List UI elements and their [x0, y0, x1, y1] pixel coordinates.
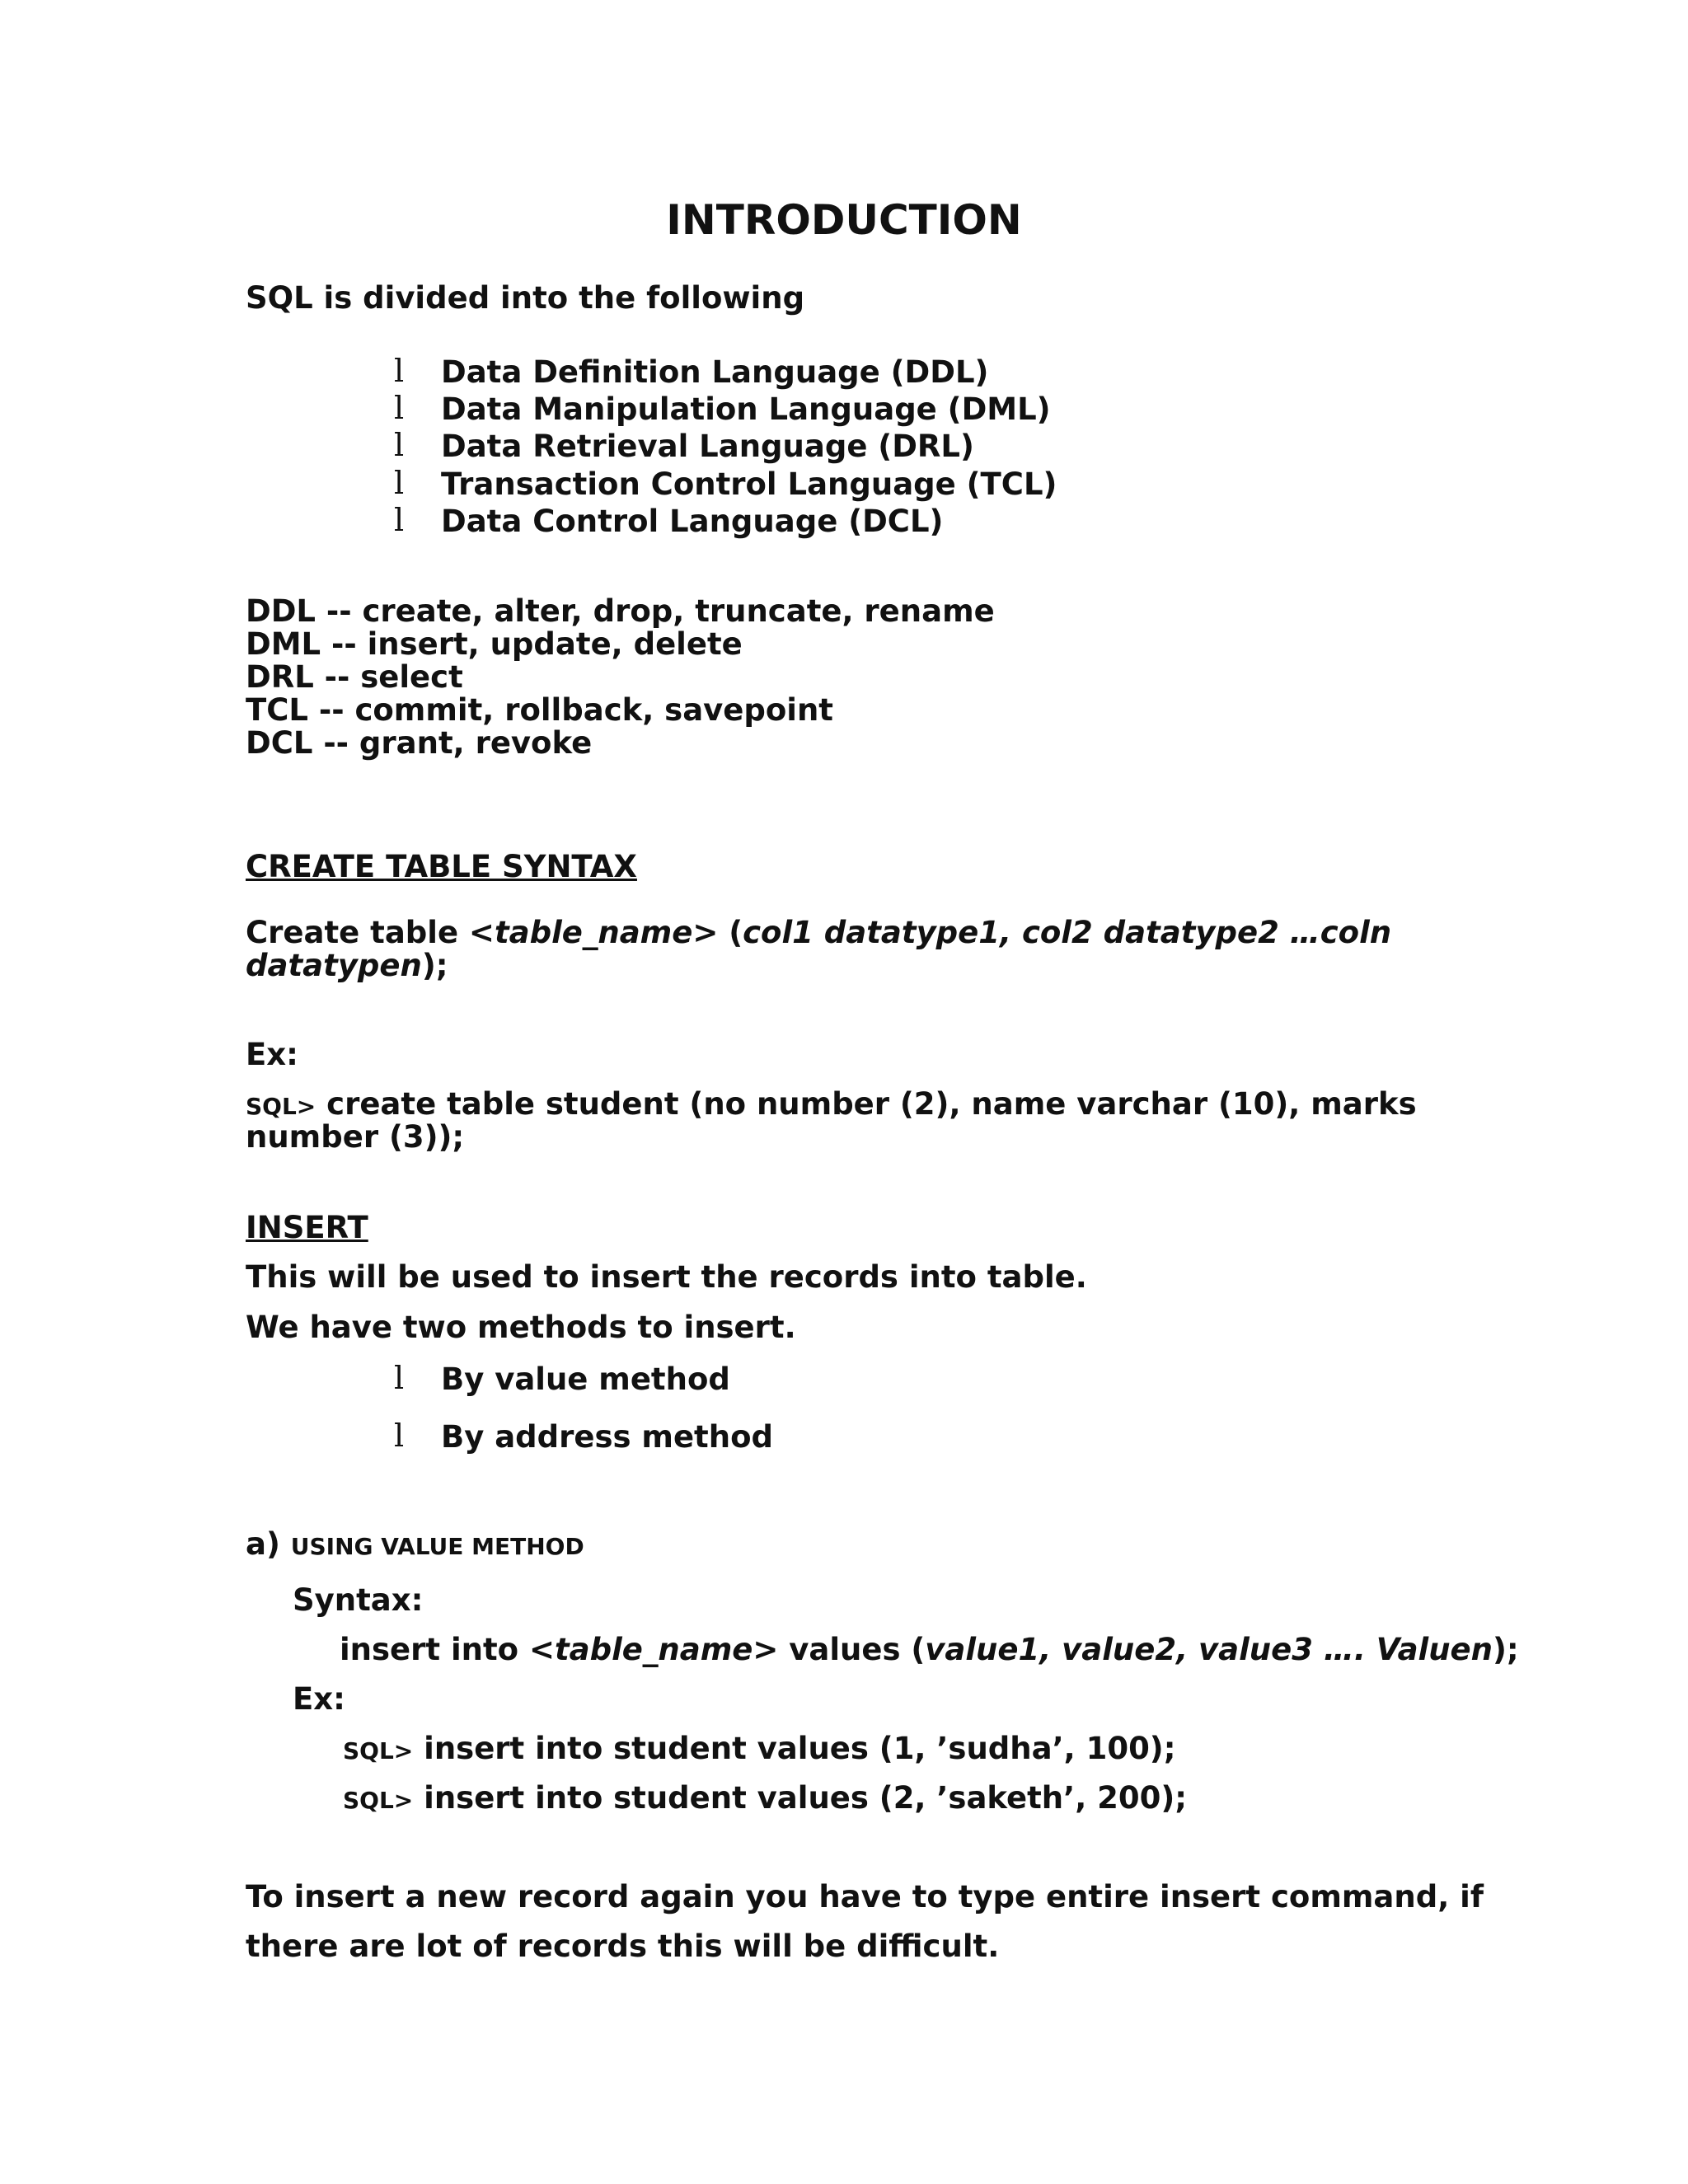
- example-code: insert into student values (1, ’sudha’, 100);: [413, 1731, 1176, 1766]
- bullet-icon: l: [394, 427, 405, 463]
- sql-prompt: SQL>: [246, 1093, 316, 1120]
- syntax-placeholder: col1 datatype1, col2 datatype2 …coln: [743, 915, 1392, 950]
- syntax-text: Create table <: [246, 915, 495, 950]
- section-heading-insert: INSERT: [246, 1210, 368, 1245]
- list-item: Transaction Control Language (TCL): [441, 466, 1057, 502]
- insert-example: [343, 1780, 1187, 1816]
- bullet-icon: l: [394, 1360, 405, 1396]
- list-item: Data Retrieval Language (DRL): [441, 429, 974, 464]
- bullet-icon: l: [394, 465, 405, 501]
- list-item: By address method: [441, 1419, 773, 1455]
- value-method-label: USING VALUE METHOD: [290, 1533, 584, 1560]
- syntax-text: );: [421, 948, 448, 983]
- create-syntax-line1: [246, 915, 1391, 950]
- bullet-icon: l: [394, 390, 405, 426]
- create-example-line2: number (3));: [246, 1119, 465, 1155]
- example-label: Ex:: [246, 1037, 298, 1072]
- example-code: insert into student values (2, ’saketh’, 200);: [413, 1780, 1188, 1816]
- syntax-label: Syntax:: [293, 1582, 424, 1618]
- value-method-heading: [246, 1526, 584, 1562]
- bullet-icon: l: [394, 1418, 405, 1454]
- syntax-placeholder: value1, value2, value3 …. Valuen: [925, 1632, 1493, 1667]
- sql-prompt: SQL>: [343, 1737, 414, 1765]
- syntax-text: );: [1493, 1632, 1519, 1667]
- bullet-icon: l: [394, 502, 405, 538]
- list-item: By value method: [441, 1361, 730, 1397]
- note-text: there are lot of records this will be difficult.: [246, 1929, 1000, 1964]
- syntax-placeholder: datatypen: [246, 948, 422, 983]
- page-title: INTRODUCTION: [666, 196, 1022, 244]
- example-code: create table student (no number (2), name varchar (10), marks: [316, 1086, 1417, 1122]
- syntax-placeholder: table_name: [494, 915, 693, 950]
- insert-syntax: [340, 1632, 1519, 1667]
- list-item: Data Control Language (DCL): [441, 504, 944, 539]
- example-label: Ex:: [293, 1681, 345, 1717]
- command-line: DRL -- select: [246, 659, 463, 695]
- syntax-text: > (: [692, 915, 743, 950]
- command-line: TCL -- commit, rollback, savepoint: [246, 692, 833, 728]
- list-item: Data Definition Language (DDL): [441, 354, 989, 390]
- command-line: DCL -- grant, revoke: [246, 725, 593, 761]
- command-line: DDL -- create, alter, drop, truncate, rename: [246, 593, 995, 629]
- list-item: Data Manipulation Language (DML): [441, 391, 1051, 427]
- syntax-text: insert into <: [340, 1632, 555, 1667]
- create-example-line1: [246, 1086, 1417, 1122]
- insert-description: We have two methods to insert.: [246, 1310, 796, 1345]
- command-line: DML -- insert, update, delete: [246, 626, 743, 662]
- intro-text: SQL is divided into the following: [246, 280, 805, 316]
- note-text: To insert a new record again you have to type entire insert command, if: [246, 1879, 1484, 1915]
- section-heading-create: CREATE TABLE SYNTAX: [246, 849, 637, 884]
- syntax-text: > values (: [753, 1632, 926, 1667]
- insert-example: [343, 1731, 1176, 1766]
- bullet-icon: l: [394, 353, 405, 389]
- create-syntax-line2: [246, 948, 448, 983]
- sql-prompt: SQL>: [343, 1787, 414, 1814]
- value-method-prefix: a): [246, 1526, 291, 1562]
- insert-description: This will be used to insert the records into table.: [246, 1259, 1087, 1295]
- syntax-placeholder: table_name: [554, 1632, 753, 1667]
